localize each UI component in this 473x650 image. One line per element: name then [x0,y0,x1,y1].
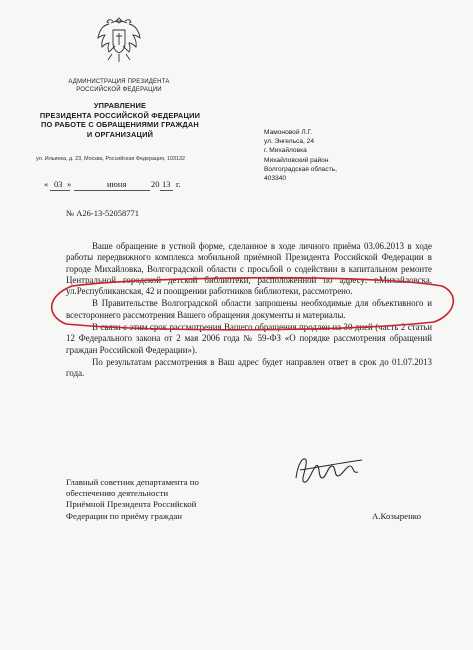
signer-position-line: Федерации по приёму граждан [66,510,183,521]
recipient-line: Волгоградская область, [264,165,337,173]
recipient-line: 403340 [264,175,287,183]
administration-line: РОССИЙСКОЙ ФЕДЕРАЦИИ [76,87,162,93]
document-number: № А26-13-52058771 [66,208,140,218]
date-day: 03 [54,179,63,189]
signer-name: А.Козыренко [372,511,422,521]
department-line: ПРЕЗИДЕНТА РОССИЙСКОЙ ФЕДЕРАЦИИ [39,110,201,120]
body-paragraph: По результатам рассмотрения в Ваш адрес будет направлен ответ в срок до 01.07.2013 года. [66,356,432,379]
body-paragraph: Ваше обращение в устной форме, сделанное в ходе личного приёма 03.06.2013 в ходе работы передвижного комплекса мобильной приёмной Президента Российской Федерации в городе Михайловка, Волгоградской области с просьбой о содействии в капитальном ремонте Центральной городской детской библиотеки, расположенной по адресу: г.Михайловска, ул.Республиканская, 42 и поощрении работников библиотеки, рассмотрено. [66,241,432,297]
signer-position-line: Главный советник департамента по [66,477,199,487]
administration-header [50,78,188,94]
date-year-prefix: 20 [151,179,160,189]
sender-address: ул. Ильинка, д. 23, Москва, Российская Федерация, 103132 [36,156,186,162]
recipient-line: Михайловский район [264,156,329,164]
recipient-line: г. Михайловка [264,147,307,155]
department-line: УПРАВЛЕНИЕ [93,101,147,110]
date-year-underline [160,190,173,191]
date-year-mark: г. [176,179,181,189]
body-paragraph: В связи с этим срок рассмотрения Вашего обращения продлен на 30 дней (часть 2 статьи 12 Федерального закона от 2 мая 2006 года № 59-ФЗ «О порядке рассмотрения обращений граждан Российской Федерации»). [66,322,432,355]
date-day-underline [50,190,70,191]
date-year-suffix: 13 [162,179,171,189]
date-open-quote: « [44,179,49,189]
signer-position-line: Приёмной Президента Российской [66,499,197,510]
administration-line: АДМИНИСТРАЦИЯ ПРЕЗИДЕНТА [68,79,170,85]
signer-position [66,477,199,522]
department-header [22,101,218,139]
department-line: ПО РАБОТЕ С ОБРАЩЕНИЯМИ ГРАЖДАН [41,120,199,130]
recipient-line: Мамоновой Л.Г. [264,129,313,136]
recipient-line: ул. Энгельса, 24 [264,138,314,146]
coat-of-arms-emblem [96,14,142,64]
body-paragraph: В Правительстве Волгоградской области запрошены необходимые для объективного и всестороннего рассмотрения Вашего обращения документы и материалы. [66,298,432,320]
date-close-quote: » [67,179,72,189]
handwritten-signature [290,452,366,490]
date-month-underline [74,190,150,191]
red-highlight-oval [42,274,458,332]
department-line: И ОРГАНИЗАЦИЙ [86,129,154,139]
date-month: июня [107,179,127,189]
recipient-block [264,128,337,183]
signer-position-line: обеспечению деятельности [66,488,169,499]
